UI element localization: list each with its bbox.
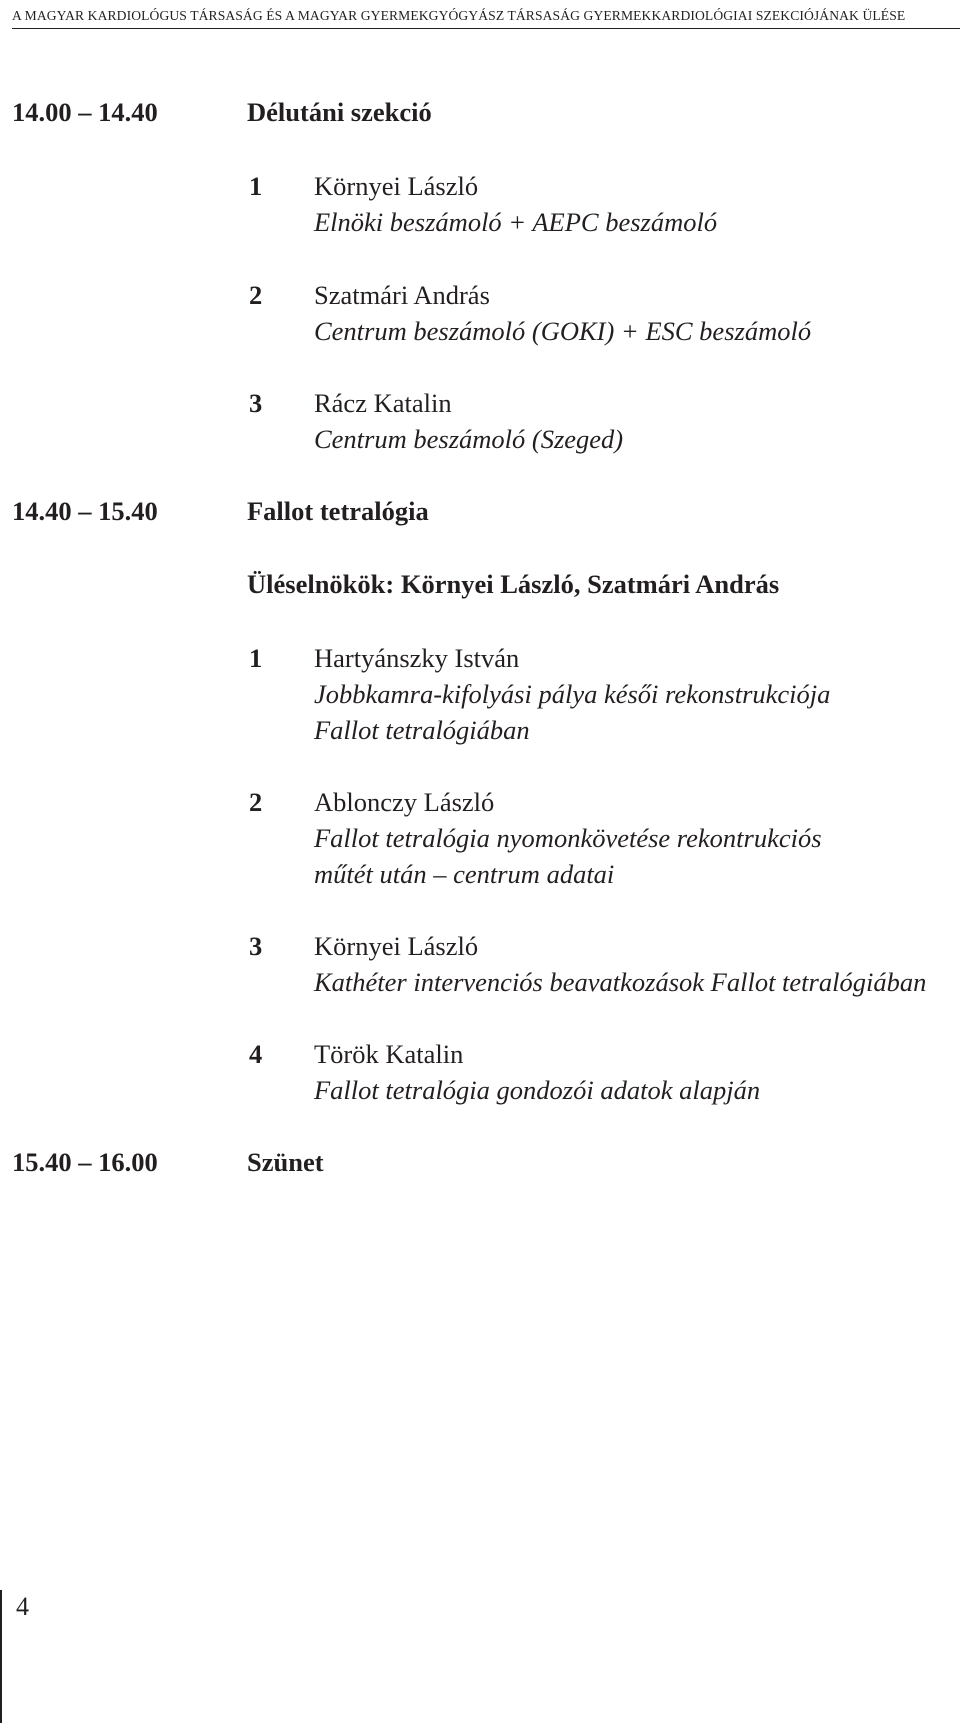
talk-number: 2 bbox=[249, 280, 263, 310]
talk-number: 1 bbox=[249, 643, 263, 673]
talk-item bbox=[314, 1036, 760, 1108]
talk-title-continued: Fallot tetralógiában bbox=[314, 715, 530, 745]
session-title: Délutáni szekció bbox=[247, 97, 432, 127]
talk-title: Fallot tetralógia gondozói adatok alapján bbox=[314, 1075, 761, 1105]
talk-number: 3 bbox=[249, 931, 263, 961]
session-title: Fallot tetralógia bbox=[247, 496, 429, 526]
page-number: 4 bbox=[16, 1592, 29, 1621]
talk-title: Elnöki beszámoló + AEPC beszámoló bbox=[314, 207, 718, 237]
talk-title: Centrum beszámoló (Szeged) bbox=[314, 424, 624, 454]
talk-item bbox=[314, 928, 926, 1000]
talk-title-continued: műtét után – centrum adatai bbox=[314, 859, 615, 889]
session-time: 14.00 – 14.40 bbox=[12, 97, 158, 127]
session-time: 14.40 – 15.40 bbox=[12, 496, 158, 526]
talk-number: 4 bbox=[249, 1039, 263, 1069]
header-rule bbox=[12, 28, 960, 29]
running-header: A MAGYAR KARDIOLÓGUS TÁRSASÁG ÉS A MAGYAR GYERMEKGYÓGYÁSZ TÁRSASÁG GYERMEKKARDIOLÓGIAI SZEKCIÓJÁNAK ÜLÉSE bbox=[12, 8, 906, 23]
session-title: Szünet bbox=[247, 1147, 324, 1177]
talk-item bbox=[314, 640, 830, 748]
page-number-rule bbox=[0, 1590, 2, 1723]
talk-author: Rácz Katalin bbox=[314, 388, 452, 418]
talk-item bbox=[314, 784, 822, 892]
talk-author: Szatmári András bbox=[314, 280, 490, 310]
talk-author: Hartyánszky István bbox=[314, 643, 520, 673]
talk-author: Török Katalin bbox=[314, 1039, 464, 1069]
talk-title: Fallot tetralógia nyomonkövetése rekontrukciós bbox=[314, 823, 822, 853]
session-chairs: Üléselnökök: Környei László, Szatmári András bbox=[247, 569, 780, 599]
talk-author: Környei László bbox=[314, 171, 479, 201]
talk-number: 3 bbox=[249, 388, 263, 418]
talk-item bbox=[314, 277, 811, 349]
talk-number: 2 bbox=[249, 787, 263, 817]
talk-number: 1 bbox=[249, 171, 263, 201]
talk-title: Kathéter intervenciós beavatkozások Fallot tetralógiában bbox=[314, 967, 927, 997]
talk-author: Környei László bbox=[314, 931, 479, 961]
talk-title: Centrum beszámoló (GOKI) + ESC beszámoló bbox=[314, 316, 812, 346]
talk-title: Jobbkamra-kifolyási pálya késői rekonstrukciója bbox=[314, 679, 831, 709]
talk-author: Ablonczy László bbox=[314, 787, 495, 817]
talk-item bbox=[314, 385, 623, 457]
talk-item bbox=[314, 168, 717, 240]
session-time: 15.40 – 16.00 bbox=[12, 1147, 158, 1177]
